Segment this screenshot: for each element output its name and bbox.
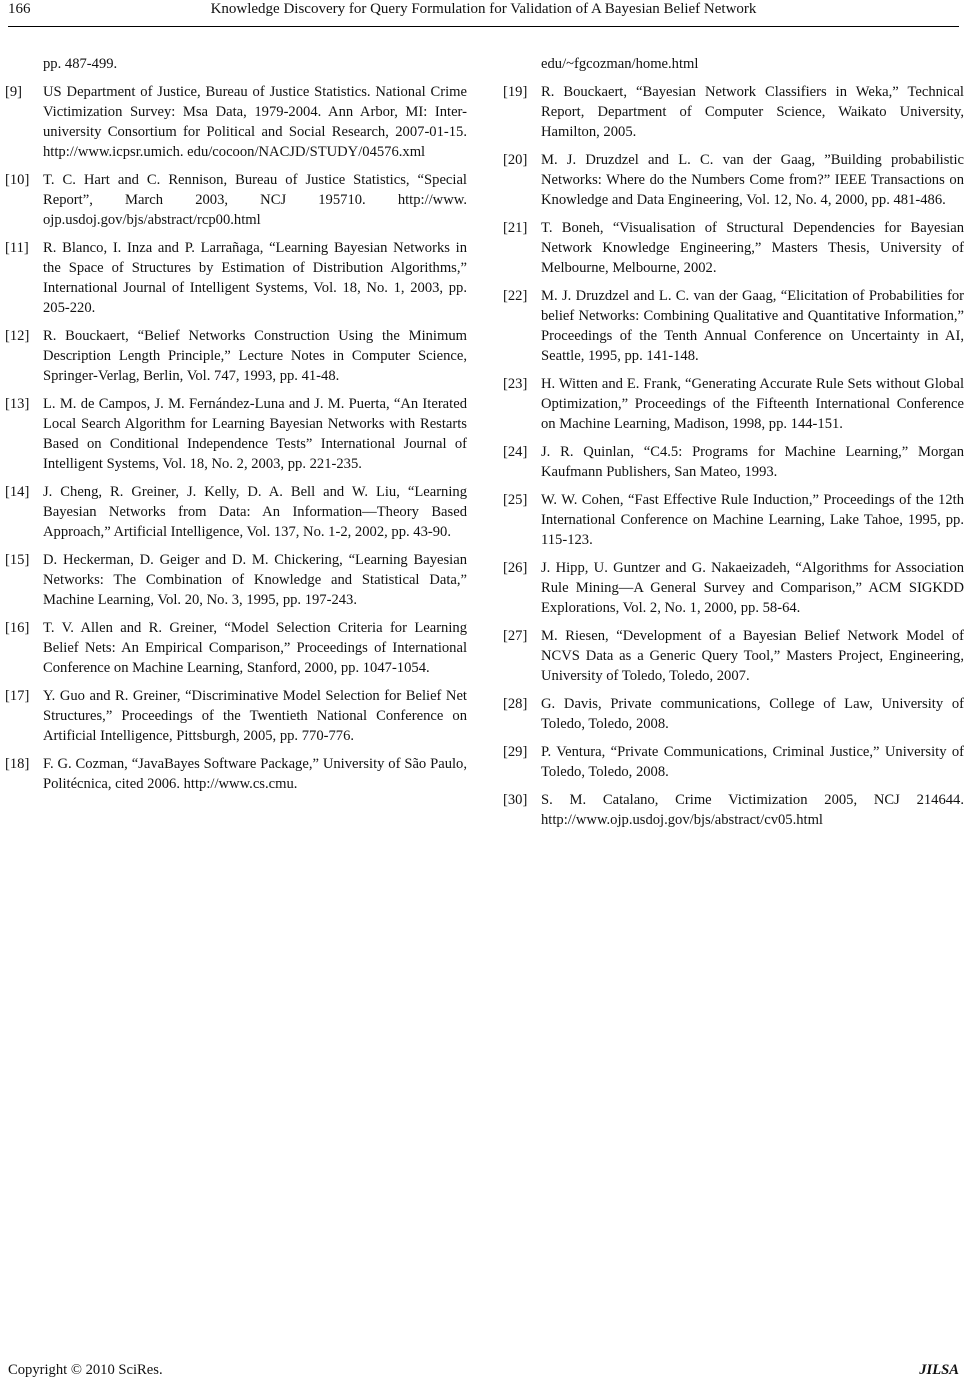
reference-item	[503, 286, 964, 366]
reference-number: [26]	[503, 560, 528, 576]
reference-number: [23]	[503, 376, 528, 392]
reference-item	[503, 442, 964, 482]
reference-text: H. Witten and E. Frank, “Generating Accurate Rule Sets without Global Optimization,” Proceedings of the Fifteenth International Conference on Machine Learning, Madison, 1998, pp. 144-151.	[541, 376, 964, 432]
reference-text: R. Bouckaert, “Belief Networks Construction Using the Minimum Description Length Principle,” Lecture Notes in Computer Science, Springer-Verlag, Berlin, Vol. 747, 1993, pp. 41-48.	[43, 328, 467, 384]
reference-number: [19]	[503, 84, 528, 100]
reference-number: [10]	[5, 172, 30, 188]
reference-number: [25]	[503, 492, 528, 508]
reference-number: [20]	[503, 152, 528, 168]
reference-number: [22]	[503, 288, 528, 304]
reference-text: M. J. Druzdzel and L. C. van der Gaag, “Elicitation of Probabilities for belief Networks: Combining Qualitative and Quantitative Information,” Proceedings of the Tenth Annual Conference on Uncertainty in AI, Seattle, 1995, pp. 141-148.	[541, 288, 964, 364]
page-number: 166	[8, 1, 31, 17]
reference-number: [13]	[5, 396, 30, 412]
copyright-notice: Copyright © 2010 SciRes.	[8, 1362, 163, 1378]
reference-text: D. Heckerman, D. Geiger and D. M. Chickering, “Learning Bayesian Networks: The Combination of Knowledge and Statistical Data,” Machine Learning, Vol. 20, No. 3, 1995, pp. 197-243.	[43, 552, 467, 608]
left-column	[5, 54, 467, 802]
reference-item	[5, 618, 467, 678]
reference-text: S. M. Catalano, Crime Victimization 2005, NCJ 214644. http://www.ojp.usdoj.gov/bjs/abstract/cv05.html	[541, 792, 964, 828]
reference-item	[503, 374, 964, 434]
reference-item	[5, 82, 467, 162]
reference-text: W. W. Cohen, “Fast Effective Rule Induction,” Proceedings of the 12th International Conference on Machine Learning, Lake Tahoe, 1995, pp. 115-123.	[541, 492, 964, 548]
reference-item	[5, 686, 467, 746]
reference-text: J. Hipp, U. Guntzer and G. Nakaeizadeh, “Algorithms for Association Rule Mining—A General Survey and Comparison,” ACM SIGKDD Explorations, Vol. 2, No. 1, 2000, pp. 58-64.	[541, 560, 964, 616]
reference-text: J. R. Quinlan, “C4.5: Programs for Machine Learning,” Morgan Kaufmann Publishers, San Mateo, 1993.	[541, 444, 964, 480]
reference-text: P. Ventura, “Private Communications, Criminal Justice,” University of Toledo, Toledo, 2008.	[541, 744, 964, 780]
reference-text: T. V. Allen and R. Greiner, “Model Selection Criteria for Learning Belief Nets: An Empirical Comparison,” Proceedings of International Conference on Machine Learning, Stanford, 2000, pp. 1047-1054.	[43, 620, 467, 676]
reference-text: T. Boneh, “Visualisation of Structural Dependencies for Bayesian Network Knowledge Engineering,” Masters Thesis, University of Melbourne, Melbourne, 2002.	[541, 220, 964, 276]
reference-number: [11]	[5, 240, 29, 256]
reference-text: T. C. Hart and C. Rennison, Bureau of Justice Statistics, “Special Report”, March 2003, NCJ 195710. http://www. ojp.usdoj.gov/bjs/abstract/rcp00.html	[43, 172, 467, 228]
reference-text: R. Bouckaert, “Bayesian Network Classifiers in Weka,” Technical Report, Department of Computer Science, Waikato University, Hamilton, 2005.	[541, 84, 964, 140]
reference-item	[503, 150, 964, 210]
reference-number: [28]	[503, 696, 528, 712]
reference-item	[503, 82, 964, 142]
header-rule	[8, 26, 959, 27]
reference-number: [29]	[503, 744, 528, 760]
reference-item	[503, 626, 964, 686]
reference-item	[5, 482, 467, 542]
reference-item	[503, 694, 964, 734]
right-column	[503, 54, 964, 838]
reference-number: [9]	[5, 84, 23, 100]
reference-number: [15]	[5, 552, 30, 568]
reference-number: [27]	[503, 628, 528, 644]
reference-item	[5, 170, 467, 230]
reference-text: M. Riesen, “Development of a Bayesian Belief Network Model of NCVS Data as a Generic Query Tool,” Masters Project, Engineering, University of Toledo, Toledo, 2007.	[541, 628, 964, 684]
reference-text: L. M. de Campos, J. M. Fernández-Luna and J. M. Puerta, “An Iterated Local Search Algorithm for Learning Bayesian Networks with Restarts Based on Conditional Independence Tests” International Journal of Intelligent Systems, Vol. 18, No. 2, 2003, pp. 221-235.	[43, 396, 467, 472]
journal-name: JILSA	[919, 1362, 959, 1378]
reference-text: F. G. Cozman, “JavaBayes Software Package,” University of São Paulo, Politécnica, cited 2006. http://www.cs.cmu.	[43, 756, 467, 792]
page-footer	[8, 1362, 959, 1382]
reference-number: [17]	[5, 688, 30, 704]
page-header	[8, 0, 959, 22]
reference-text: US Department of Justice, Bureau of Justice Statistics. National Crime Victimization Survey: Msa Data, 1979-2004. Ann Arbor, MI: Inter-university Consortium for Political and Social Research, 2007-01-15. http://www.icpsr.umich. edu/cocoon/NACJD/STUDY/04576.xml	[43, 84, 467, 160]
reference-text: M. J. Druzdzel and L. C. van der Gaag, ”Building probabilistic Networks: Where do the Numbers Come from?” IEEE Transactions on Knowledge and Data Engineering, Vol. 12, No. 4, 2000, pp. 481-486.	[541, 152, 964, 208]
reference-number: [16]	[5, 620, 30, 636]
reference-item	[5, 754, 467, 794]
reference-item	[503, 742, 964, 782]
reference-item	[5, 326, 467, 386]
reference-item	[5, 394, 467, 474]
reference-item	[5, 238, 467, 318]
reference-number: [12]	[5, 328, 30, 344]
reference-continuation: edu/~fgcozman/home.html	[541, 56, 699, 72]
reference-number: [18]	[5, 756, 30, 772]
reference-number: [30]	[503, 792, 528, 808]
reference-text: J. Cheng, R. Greiner, J. Kelly, D. A. Bell and W. Liu, “Learning Bayesian Networks from Data: An Information—Theory Based Approach,” Artificial Intelligence, Vol. 137, No. 1-2, 2002, pp. 43-90.	[43, 484, 467, 540]
reference-item	[503, 558, 964, 618]
running-title: Knowledge Discovery for Query Formulation for Validation of A Bayesian Belief Network	[210, 1, 757, 17]
reference-number: [14]	[5, 484, 30, 500]
reference-text: G. Davis, Private communications, College of Law, University of Toledo, Toledo, 2008.	[541, 696, 964, 732]
reference-item	[503, 490, 964, 550]
reference-text: Y. Guo and R. Greiner, “Discriminative Model Selection for Belief Net Structures,” Proceedings of the Twentieth National Conference on Artificial Intelligence, Pittsburgh, 2005, pp. 770-776.	[43, 688, 467, 744]
reference-item	[503, 790, 964, 830]
reference-number: [24]	[503, 444, 528, 460]
reference-text: R. Blanco, I. Inza and P. Larrañaga, “Learning Bayesian Networks in the Space of Structures by Estimation of Distribution Algorithms,” International Journal of Intelligent Systems, Vol. 18, No. 1, 2003, pp. 205-220.	[43, 240, 467, 316]
reference-number: [21]	[503, 220, 528, 236]
reference-item	[503, 218, 964, 278]
reference-item	[5, 550, 467, 610]
reference-continuation: pp. 487-499.	[43, 56, 118, 72]
